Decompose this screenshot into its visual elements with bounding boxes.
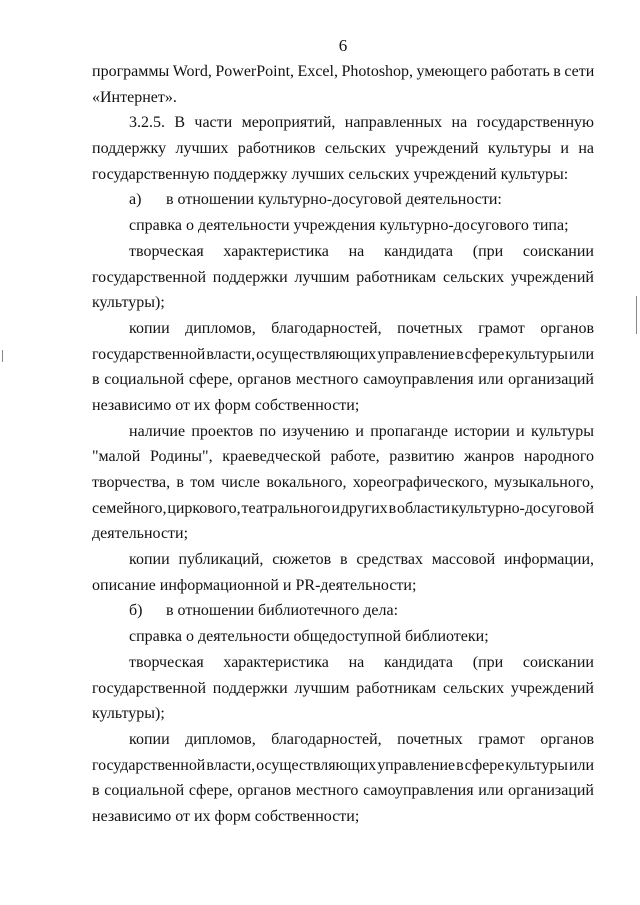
list-item-text: в отношении культурно-досуговой деятельности:: [166, 191, 502, 209]
scan-artifact: [2, 350, 3, 362]
text-line: копии дипломов, благодарностей, почетных грамот органов: [129, 319, 594, 337]
text-line: программы Word, PowerPoint, Excel, Photoshop, умеющего работать в сети: [92, 63, 595, 80]
list-label: б): [129, 602, 143, 620]
list-item-b: [92, 598, 594, 624]
text-line: справка о деятельности учреждения культурно-досугового типа;: [129, 217, 569, 235]
text-line: культуры);: [92, 294, 165, 312]
text-line: творчества, в том числе вокального, хореографического, музыкального,: [92, 474, 594, 491]
list-label: а): [129, 191, 142, 209]
text-line: копии дипломов, благодарностей, почетных грамот органов: [129, 730, 594, 748]
text-line: наличие проектов по изучению и пропаганде истории и культуры: [129, 422, 594, 440]
text-line: независимо от их форм собственности;: [92, 807, 360, 825]
text-line: деятельности;: [92, 525, 189, 543]
section-heading-3-2-5: 3.2.5. В части мероприятий, направленных на государственную: [129, 114, 594, 132]
text-line: государственной поддержки лучшим работникам сельских учреждений: [92, 268, 594, 286]
list-item-text: в отношении библиотечного дела:: [166, 602, 399, 620]
text-line: государственной поддержки лучшим работникам сельских учреждений: [92, 679, 594, 697]
text-line: государственную поддержку лучших сельских учреждений культуры:: [92, 165, 569, 183]
list-item-a: [92, 187, 594, 213]
text-line: «Интернет».: [92, 88, 177, 106]
text-line: государственной власти, осуществляющих управление в сфере культуры или: [92, 345, 594, 363]
text-line: описание информационной и PR-деятельности;: [92, 576, 417, 594]
text-line: в социальной сфере, органов местного самоуправления или организаций: [92, 782, 594, 800]
text-line: культуры);: [92, 705, 165, 723]
page-number: 6: [338, 36, 348, 55]
text-line: творческая характеристика на кандидата (при соискании: [129, 653, 594, 671]
text-line: в социальной сфере, органов местного самоуправления или организаций: [92, 371, 594, 389]
text-line: справка о деятельности общедоступной библиотеки;: [129, 628, 489, 646]
text-line: поддержку лучших работников сельских учреждений культуры и на: [92, 140, 594, 158]
text-line: творческая характеристика на кандидата (при соискании: [129, 242, 594, 260]
text-line: семейного, циркового, театрального и других в области культурно-досуговой: [92, 499, 594, 517]
text-line: копии публикаций, сюжетов в средствах массовой информации,: [129, 551, 594, 569]
scan-artifact: [636, 296, 637, 334]
text-line: независимо от их форм собственности;: [92, 396, 360, 414]
text-line: государственной власти, осуществляющих управление в сфере культуры или: [92, 756, 594, 774]
document-body: [92, 59, 594, 830]
text-line: "малой Родины", краеведческой работе, развитию жанров народного: [92, 448, 594, 466]
